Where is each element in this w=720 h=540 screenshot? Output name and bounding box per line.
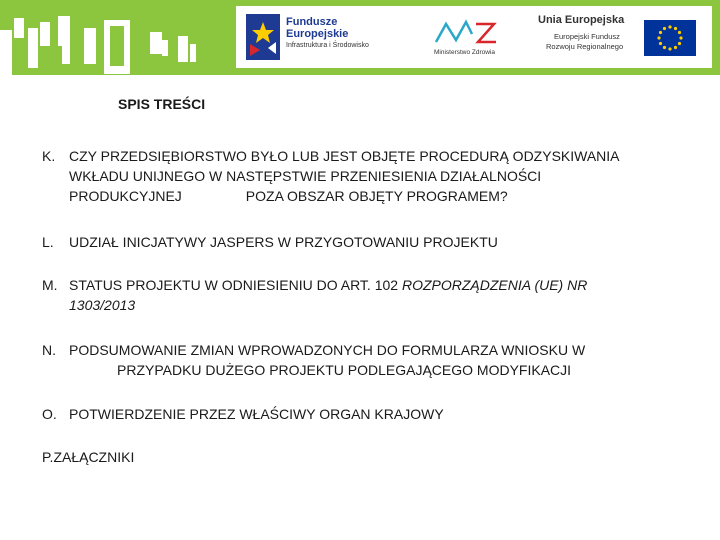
toc-item-o-line1: POTWIERDZENIE PRZEZ WŁAŚCIWY ORGAN KRAJOWY bbox=[69, 406, 444, 422]
toc-item-m-line1 bbox=[69, 275, 662, 295]
toc-item-letter: N. bbox=[42, 342, 56, 358]
toc-item-p-line1: ZAŁĄCZNIKI bbox=[53, 449, 135, 465]
toc-item-k-line2: WKŁADU UNIJNEGO W NASTĘPSTWIE PRZENIESIENIA DZIAŁALNOŚCI bbox=[69, 168, 542, 184]
toc-item-m-line2 bbox=[69, 295, 662, 315]
fe-logo-line1: Fundusze bbox=[286, 16, 338, 28]
toc-item-k-line1: CZY PRZEDSIĘBIORSTWO BYŁO LUB JEST OBJĘTE PROCEDURĄ ODZYSKIWANIA bbox=[69, 148, 620, 164]
toc-item-m-line1-plain: STATUS PROJEKTU W ODNIESIENIU DO ART. 102 bbox=[69, 277, 402, 293]
toc-item-k-line3b: POZA OBSZAR OBJĘTY PROGRAMEM? bbox=[245, 188, 508, 204]
toc-item-n-line2: PRZYPADKU DUŻEGO PROJEKTU PODLEGAJĄCEGO MODYFIKACJI bbox=[117, 362, 572, 378]
toc-item-letter: O. bbox=[42, 406, 57, 422]
toc-item-p bbox=[42, 447, 662, 467]
eu-logo-line2: Europejski Fundusz bbox=[554, 32, 620, 41]
toc-item-m-line1-italic: ROZPORZĄDZENIA (UE) NR bbox=[401, 277, 588, 293]
toc-item-k-line3 bbox=[69, 186, 662, 206]
toc-item-m-line2-italic: 1303/2013 bbox=[69, 297, 136, 313]
toc-item-k bbox=[42, 146, 662, 206]
toc-item-n-line1: PODSUMOWANIE ZMIAN WPROWADZONYCH DO FORMULARZA WNIOSKU W bbox=[69, 342, 586, 358]
toc-item-l bbox=[42, 232, 662, 252]
toc-title: SPIS TREŚCI bbox=[118, 96, 206, 112]
ministry-caption: Ministerstwo Zdrowia bbox=[434, 49, 496, 56]
eu-logo-line3: Rozwoju Regionalnego bbox=[546, 42, 624, 51]
fe-logo-line3: Infrastruktura i Środowisko bbox=[286, 42, 369, 49]
toc-item-letter: K. bbox=[42, 148, 56, 164]
toc-item-m bbox=[42, 275, 662, 315]
toc-item-k-line3a: PRODUKCYJNEJ bbox=[69, 188, 182, 204]
toc-item-letter: L. bbox=[42, 234, 54, 250]
fe-logo-line2: Europejskie bbox=[286, 28, 349, 40]
toc-item-letter: M. bbox=[42, 277, 58, 293]
eu-logo-line1: Unia Europejska bbox=[538, 14, 625, 26]
toc-item-letter: P. bbox=[42, 449, 54, 465]
toc-item-l-line1: UDZIAŁ INICJATYWY JASPERS W PRZYGOTOWANIU PROJEKTU bbox=[69, 234, 498, 250]
toc-item-n bbox=[42, 340, 662, 380]
toc-item-o bbox=[42, 404, 662, 424]
